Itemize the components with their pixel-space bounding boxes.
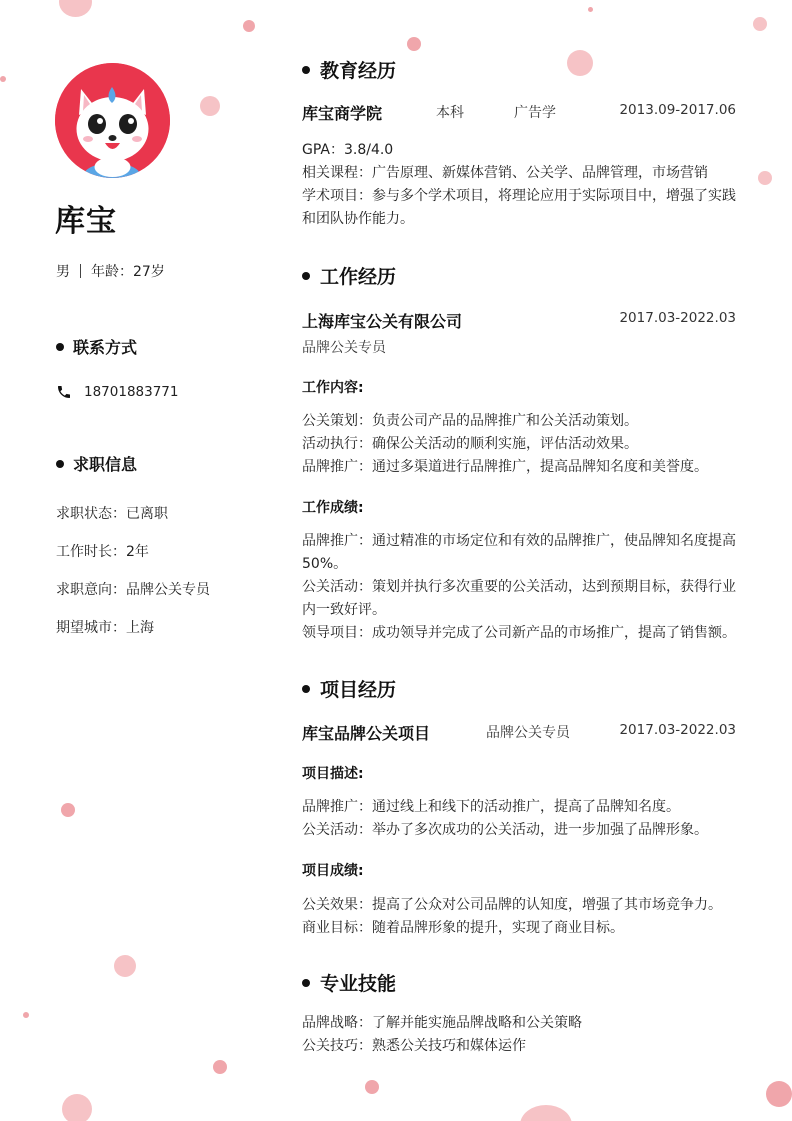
project-desc	[302, 796, 738, 842]
work-content	[302, 410, 738, 479]
education-details	[302, 139, 738, 231]
work-content-item: 品牌推广：通过多渠道进行品牌推广，提高品牌知名度和美誉度。	[302, 459, 708, 475]
work-result-item: 品牌推广：通过精准的市场定位和有效的品牌推广，使品牌知名度提高50%。	[302, 533, 736, 572]
bullet-icon	[56, 460, 64, 468]
skills-heading	[302, 969, 396, 996]
bullet-icon	[302, 272, 310, 280]
work-result-item: 公关活动：策划并执行多次重要的公关活动，达到预期目标，获得行业内一致好评。	[302, 579, 736, 618]
age: 年龄：27岁	[91, 264, 165, 280]
job-heading	[56, 452, 137, 475]
education-date: 2013.09-2017.06	[619, 102, 736, 118]
decor-dot	[200, 96, 220, 116]
education-line: GPA：3.8/4.0	[302, 142, 394, 158]
project-results	[302, 894, 738, 940]
decor-dot	[0, 76, 6, 82]
decor-dot	[59, 0, 92, 17]
education-line: 学术项目：参与多个学术项目，将理论应用于实际项目中，增强了实践和团队协作能力。	[302, 188, 736, 227]
decor-dot	[213, 1060, 227, 1074]
work-results-title: 工作成绩:	[302, 500, 364, 516]
skills-list	[302, 1012, 738, 1058]
decor-dot	[567, 50, 593, 76]
work-content-item: 活动执行：确保公关活动的顺利实施，评估活动效果。	[302, 436, 638, 452]
decor-dot	[243, 20, 255, 32]
project-date: 2017.03-2022.03	[619, 722, 736, 738]
work-title: 工作经历	[320, 266, 397, 288]
work-role: 品牌公关专员	[302, 340, 386, 356]
bullet-icon	[302, 66, 310, 74]
decor-dot	[766, 1081, 792, 1107]
project-name: 库宝品牌公关项目	[302, 724, 431, 743]
decor-dot	[365, 1080, 379, 1094]
work-content-title: 工作内容:	[302, 380, 364, 396]
bullet-icon	[56, 343, 64, 351]
decor-dot	[23, 1012, 29, 1018]
gender: 男	[56, 264, 70, 280]
project-result-item: 公关效果：提高了公众对公司品牌的认知度，增强了其市场竞争力。	[302, 897, 722, 913]
contact-title: 联系方式	[73, 338, 138, 357]
education-title: 教育经历	[320, 60, 397, 82]
project-desc-title: 项目描述:	[302, 766, 364, 782]
project-result-item: 商业目标：随着品牌形象的提升，实现了商业目标。	[302, 920, 624, 936]
decor-dot	[61, 803, 75, 817]
bullet-icon	[302, 979, 310, 987]
avatar	[55, 63, 170, 178]
contact-heading	[56, 335, 137, 358]
project-results-title: 项目成绩:	[302, 863, 364, 879]
work-heading	[302, 262, 396, 289]
major: 广告学	[514, 105, 556, 121]
job-title: 求职信息	[73, 455, 138, 474]
bullet-icon	[302, 685, 310, 693]
work-date: 2017.03-2022.03	[619, 310, 736, 326]
project-title: 项目经历	[320, 679, 397, 701]
decor-dot	[407, 37, 421, 51]
degree: 本科	[436, 105, 464, 121]
skill-item: 品牌战略：了解并能实施品牌战略和公关策略	[302, 1015, 582, 1031]
project-desc-item: 品牌推广：通过线上和线下的活动推广，提高了品牌知名度。	[302, 799, 680, 815]
candidate-name: 库宝	[55, 204, 117, 239]
decor-dot	[520, 1105, 572, 1121]
decor-dot	[588, 7, 593, 12]
phone-icon	[56, 384, 72, 400]
skill-item: 公关技巧：熟悉公关技巧和媒体运作	[302, 1038, 526, 1054]
skills-title: 专业技能	[320, 973, 397, 995]
job-city: 期望城市：上海	[56, 620, 154, 636]
decor-dot	[758, 171, 772, 185]
work-result-item: 领导项目：成功领导并完成了公司新产品的市场推广，提高了销售额。	[302, 625, 736, 641]
decor-dot	[62, 1094, 92, 1121]
company-name: 上海库宝公关有限公司	[302, 312, 463, 331]
phone-row	[56, 384, 178, 400]
basic-info	[56, 261, 165, 281]
cat-mascot-avatar	[55, 63, 170, 178]
school-name: 库宝商学院	[302, 104, 383, 123]
education-line: 相关课程：广告原理、新媒体营销、公关学、品牌管理，市场营销	[302, 165, 708, 181]
work-content-item: 公关策划：负责公司产品的品牌推广和公关活动策划。	[302, 413, 638, 429]
education-heading	[302, 56, 396, 83]
project-role: 品牌公关专员	[486, 725, 570, 741]
decor-dot	[114, 955, 136, 977]
decor-dot	[753, 17, 767, 31]
job-years: 工作时长：2年	[56, 544, 149, 560]
work-results	[302, 530, 738, 645]
divider	[80, 264, 81, 278]
job-intent: 求职意向：品牌公关专员	[56, 582, 210, 598]
job-status: 求职状态：已离职	[56, 506, 168, 522]
phone-number[interactable]: 18701883771	[84, 384, 179, 400]
project-heading	[302, 675, 396, 702]
project-desc-item: 公关活动：举办了多次成功的公关活动，进一步加强了品牌形象。	[302, 822, 708, 838]
